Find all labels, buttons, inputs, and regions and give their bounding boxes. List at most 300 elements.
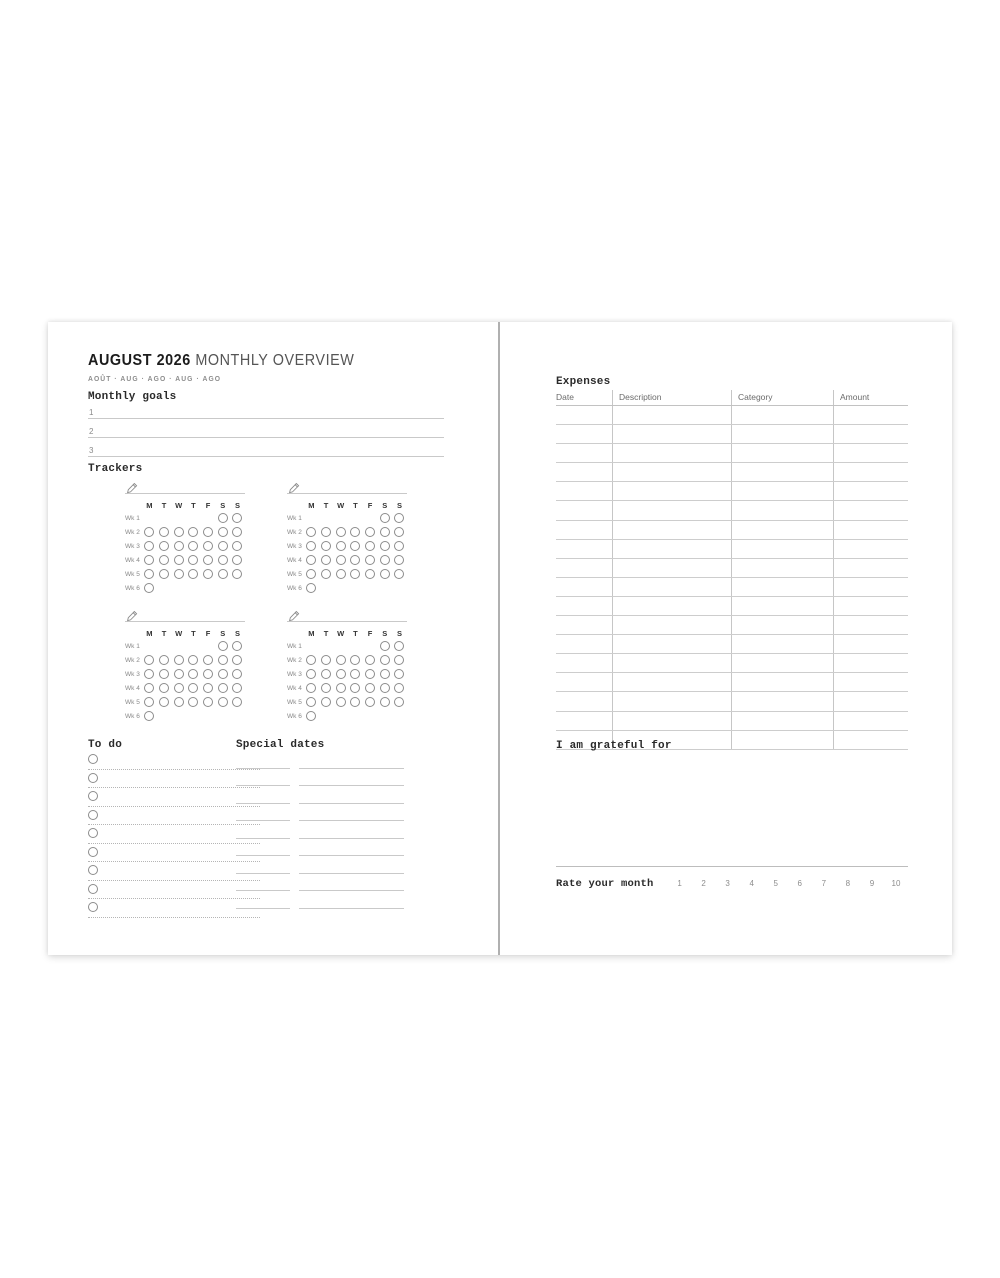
expenses-cell — [731, 482, 833, 500]
day-letter: T — [161, 500, 167, 510]
day-cell — [392, 641, 407, 651]
day-cell — [171, 683, 186, 693]
expenses-column-header: Category — [731, 390, 833, 405]
todo-rows — [88, 751, 260, 918]
rate-your-month-section — [556, 866, 908, 890]
day-cell — [230, 697, 245, 707]
todo-circle — [88, 791, 98, 801]
expenses-cell — [731, 559, 833, 577]
day-cell — [230, 555, 245, 565]
habit-circle — [336, 655, 346, 665]
tracker-week-row — [125, 511, 245, 525]
todo-circle — [88, 884, 98, 894]
todo-circle — [88, 865, 98, 875]
day-cell — [363, 669, 378, 679]
expenses-cell — [556, 501, 612, 519]
monthly-goals-rows — [88, 403, 444, 457]
monthly-goals-section — [88, 391, 444, 457]
rate-value: 3 — [725, 879, 730, 888]
week-label: Wk 4 — [287, 684, 302, 692]
expenses-cell — [556, 712, 612, 730]
special-date-row — [236, 856, 404, 874]
habit-circle — [232, 669, 242, 679]
day-letter: S — [382, 628, 388, 638]
day-cell — [333, 655, 348, 665]
habit-circle — [144, 569, 154, 579]
day-cell — [186, 527, 201, 537]
habit-circle — [188, 697, 198, 707]
day-cell — [377, 569, 392, 579]
habit-circle — [365, 655, 375, 665]
day-cell — [377, 541, 392, 551]
day-cell — [319, 527, 334, 537]
special-dates-heading: Special dates — [236, 739, 325, 751]
week-label: Wk 1 — [287, 514, 302, 522]
expenses-column-header: Amount — [833, 390, 908, 405]
day-cell — [201, 697, 216, 707]
habit-circle — [336, 669, 346, 679]
habit-circle — [350, 527, 360, 537]
habit-circle — [203, 683, 213, 693]
rate-value: 6 — [797, 879, 802, 888]
tracker-grid — [287, 480, 407, 595]
day-cell — [392, 527, 407, 537]
todo-row — [88, 862, 260, 881]
day-cell — [142, 711, 157, 721]
habit-circle — [394, 555, 404, 565]
tracker-week-row — [287, 653, 407, 667]
day-cell — [333, 569, 348, 579]
tracker-name-line — [125, 480, 245, 494]
expenses-cell — [612, 692, 731, 710]
day-cell — [348, 683, 363, 693]
tracker-week-row — [125, 639, 245, 653]
title-label: MONTHLY OVERVIEW — [195, 352, 355, 369]
day-cell — [304, 669, 319, 679]
habit-circle — [336, 541, 346, 551]
tracker-week-row — [287, 709, 407, 723]
expenses-cell — [556, 463, 612, 481]
todo-row — [88, 881, 260, 900]
habit-circle — [306, 697, 316, 707]
expenses-cell — [833, 731, 908, 749]
habit-circle — [174, 541, 184, 551]
tracker-day-header — [125, 499, 245, 511]
day-cell — [319, 541, 334, 551]
expenses-cell — [833, 425, 908, 443]
expenses-cell — [833, 559, 908, 577]
day-cell — [392, 569, 407, 579]
expenses-cell — [731, 616, 833, 634]
expenses-cell — [556, 578, 612, 596]
expenses-cell — [731, 501, 833, 519]
habit-circle — [218, 513, 228, 523]
expenses-cell — [833, 692, 908, 710]
habit-circle — [159, 555, 169, 565]
habit-circle — [394, 527, 404, 537]
day-cell — [142, 697, 157, 707]
day-cell — [319, 555, 334, 565]
expenses-cell — [556, 559, 612, 577]
habit-circle — [365, 555, 375, 565]
day-cell — [363, 683, 378, 693]
day-letter: T — [323, 500, 329, 510]
todo-row — [88, 825, 260, 844]
habit-circle — [394, 541, 404, 551]
day-cell — [142, 569, 157, 579]
habit-circle — [350, 569, 360, 579]
habit-circle — [365, 669, 375, 679]
event-line — [299, 856, 404, 874]
rate-value: 5 — [773, 879, 778, 888]
day-cell — [186, 541, 201, 551]
habit-circle — [321, 669, 331, 679]
day-cell — [377, 697, 392, 707]
week-label: Wk 3 — [287, 542, 302, 550]
day-cell — [215, 669, 230, 679]
day-cell — [377, 555, 392, 565]
habit-circle — [144, 683, 154, 693]
tracker-name-line — [287, 608, 407, 622]
expenses-cell — [612, 425, 731, 443]
expenses-cell — [833, 654, 908, 672]
day-cell — [215, 527, 230, 537]
tracker-week-row — [125, 709, 245, 723]
day-cell — [142, 683, 157, 693]
page-title — [88, 352, 354, 370]
tracker-name-line — [287, 480, 407, 494]
todo-section — [88, 739, 260, 918]
expenses-cell — [612, 501, 731, 519]
day-cell — [392, 683, 407, 693]
habit-circle — [336, 569, 346, 579]
todo-row — [88, 807, 260, 826]
tracker-week-row — [287, 639, 407, 653]
week-label: Wk 4 — [125, 684, 140, 692]
day-letter: T — [161, 628, 167, 638]
event-line — [299, 786, 404, 804]
expenses-cell — [833, 406, 908, 424]
habit-circle — [218, 669, 228, 679]
day-cell — [171, 655, 186, 665]
expenses-row — [556, 521, 908, 540]
day-cell — [363, 527, 378, 537]
tracker-week-row — [287, 695, 407, 709]
day-cell — [348, 697, 363, 707]
habit-circle — [232, 541, 242, 551]
tracker-grid — [287, 608, 407, 723]
day-letter: F — [205, 500, 211, 510]
habit-circle — [174, 697, 184, 707]
day-cell — [333, 683, 348, 693]
expenses-row — [556, 673, 908, 692]
habit-circle — [394, 669, 404, 679]
rate-value: 8 — [845, 879, 851, 888]
day-cell — [157, 569, 172, 579]
expenses-header-row — [556, 390, 908, 406]
todo-heading: To do — [88, 739, 123, 751]
expenses-cell — [731, 635, 833, 653]
expenses-row — [556, 540, 908, 559]
right-page — [500, 322, 952, 955]
expenses-cell — [612, 597, 731, 615]
pencil-icon — [288, 609, 300, 621]
expenses-cell — [612, 616, 731, 634]
day-cell — [333, 555, 348, 565]
date-line — [236, 856, 290, 874]
day-cell — [171, 555, 186, 565]
tracker-week-row — [287, 525, 407, 539]
expenses-cell — [731, 578, 833, 596]
day-cell — [348, 669, 363, 679]
habit-circle — [306, 711, 316, 721]
todo-circle — [88, 828, 98, 838]
habit-circle — [159, 655, 169, 665]
habit-circle — [203, 697, 213, 707]
expenses-row — [556, 597, 908, 616]
special-date-row — [236, 839, 404, 857]
tracker-week-row — [125, 539, 245, 553]
tracker-day-header — [287, 499, 407, 511]
day-cell — [201, 569, 216, 579]
tracker-week-row — [287, 681, 407, 695]
day-cell — [157, 669, 172, 679]
day-letter: M — [308, 628, 315, 638]
day-cell — [348, 555, 363, 565]
expenses-rows — [556, 406, 908, 750]
day-cell — [333, 541, 348, 551]
day-cell — [304, 527, 319, 537]
day-cell — [348, 527, 363, 537]
expenses-cell — [833, 616, 908, 634]
rate-scale — [668, 879, 908, 888]
week-label: Wk 2 — [287, 656, 302, 664]
day-cell — [304, 697, 319, 707]
day-letter: M — [146, 628, 153, 638]
date-line — [236, 769, 290, 787]
title-month: AUGUST 2026 — [88, 352, 191, 369]
day-cell — [304, 683, 319, 693]
habit-circle — [350, 697, 360, 707]
day-letter: F — [205, 628, 211, 638]
expenses-cell — [612, 559, 731, 577]
rate-label: Rate your month — [556, 878, 654, 890]
expenses-cell — [731, 463, 833, 481]
habit-circle — [188, 569, 198, 579]
day-cell — [186, 569, 201, 579]
habit-circle — [321, 683, 331, 693]
goal-row — [88, 438, 444, 457]
habit-circle — [306, 541, 316, 551]
todo-circle — [88, 754, 98, 764]
day-cell — [142, 583, 157, 593]
habit-circle — [306, 569, 316, 579]
habit-circle — [336, 555, 346, 565]
habit-circle — [144, 527, 154, 537]
day-cell — [304, 711, 319, 721]
tracker-grid — [125, 480, 245, 595]
expenses-cell — [833, 712, 908, 730]
habit-circle — [174, 527, 184, 537]
habit-circle — [380, 541, 390, 551]
event-line — [299, 751, 404, 769]
day-cell — [319, 697, 334, 707]
habit-circle — [144, 655, 154, 665]
habit-circle — [380, 555, 390, 565]
day-letter: T — [353, 628, 358, 638]
habit-circle — [218, 569, 228, 579]
trackers-heading: Trackers — [88, 463, 143, 475]
todo-row — [88, 899, 260, 918]
day-cell — [319, 669, 334, 679]
expenses-cell — [833, 578, 908, 596]
day-letter: M — [308, 500, 315, 510]
expenses-cell — [556, 635, 612, 653]
book-spine — [498, 322, 500, 955]
habit-circle — [174, 655, 184, 665]
day-cell — [304, 655, 319, 665]
habit-circle — [394, 513, 404, 523]
expenses-cell — [612, 521, 731, 539]
day-letter: S — [382, 500, 388, 510]
week-label: Wk 3 — [125, 542, 140, 550]
expenses-row — [556, 635, 908, 654]
event-line — [299, 874, 404, 892]
day-cell — [363, 555, 378, 565]
tracker-week-row — [125, 567, 245, 581]
tracker-week-row — [125, 681, 245, 695]
habit-circle — [350, 669, 360, 679]
day-cell — [363, 541, 378, 551]
pencil-icon — [126, 609, 138, 621]
day-letter: W — [337, 628, 345, 638]
habit-circle — [159, 669, 169, 679]
goal-row — [88, 403, 444, 419]
week-label: Wk 1 — [287, 642, 302, 650]
habit-circle — [159, 683, 169, 693]
expenses-cell — [833, 444, 908, 462]
habit-circle — [144, 583, 154, 593]
special-date-row — [236, 874, 404, 892]
day-letter: F — [367, 500, 373, 510]
day-cell — [230, 683, 245, 693]
day-cell — [201, 683, 216, 693]
day-cell — [186, 655, 201, 665]
day-cell — [348, 569, 363, 579]
habit-circle — [380, 655, 390, 665]
habit-circle — [365, 527, 375, 537]
habit-circle — [232, 683, 242, 693]
day-letter: S — [396, 500, 402, 510]
day-cell — [392, 669, 407, 679]
day-cell — [230, 527, 245, 537]
day-cell — [333, 527, 348, 537]
special-date-row — [236, 786, 404, 804]
day-cell — [304, 569, 319, 579]
day-cell — [333, 669, 348, 679]
day-cell — [230, 569, 245, 579]
expenses-cell — [833, 501, 908, 519]
todo-circle — [88, 810, 98, 820]
expenses-cell — [612, 578, 731, 596]
habit-circle — [306, 655, 316, 665]
expenses-table — [556, 390, 908, 750]
expenses-row — [556, 501, 908, 520]
expenses-cell — [556, 540, 612, 558]
day-cell — [363, 697, 378, 707]
day-letter: F — [367, 628, 373, 638]
habit-circle — [380, 513, 390, 523]
expenses-cell — [833, 635, 908, 653]
expenses-cell — [556, 616, 612, 634]
day-letter: S — [220, 628, 226, 638]
goal-number: 1 — [89, 408, 94, 417]
event-line — [299, 839, 404, 857]
week-label: Wk 5 — [125, 570, 140, 578]
tracker-week-row — [125, 553, 245, 567]
habit-circle — [203, 569, 213, 579]
expenses-cell — [833, 482, 908, 500]
habit-circle — [159, 569, 169, 579]
expenses-row — [556, 692, 908, 711]
date-line — [236, 839, 290, 857]
day-cell — [230, 541, 245, 551]
expenses-column-header: Description — [612, 390, 731, 405]
rate-value: 2 — [701, 879, 706, 888]
expenses-cell — [612, 406, 731, 424]
habit-circle — [203, 669, 213, 679]
habit-circle — [321, 527, 331, 537]
week-label: Wk 1 — [125, 514, 140, 522]
day-cell — [319, 655, 334, 665]
day-cell — [304, 583, 319, 593]
day-cell — [230, 513, 245, 523]
habit-circle — [350, 555, 360, 565]
habit-circle — [306, 583, 316, 593]
special-date-row — [236, 804, 404, 822]
habit-circle — [203, 527, 213, 537]
todo-row — [88, 770, 260, 789]
habit-circle — [394, 641, 404, 651]
habit-circle — [350, 683, 360, 693]
expenses-cell — [731, 540, 833, 558]
event-line — [299, 891, 404, 909]
day-cell — [215, 569, 230, 579]
rate-value: 9 — [869, 879, 875, 888]
habit-circle — [188, 527, 198, 537]
day-cell — [186, 683, 201, 693]
tracker-week-row — [125, 581, 245, 595]
tracker-name-line — [125, 608, 245, 622]
day-cell — [171, 669, 186, 679]
expenses-cell — [556, 482, 612, 500]
todo-row — [88, 751, 260, 770]
expenses-cell — [731, 731, 833, 749]
day-cell — [157, 527, 172, 537]
day-cell — [392, 655, 407, 665]
week-label: Wk 5 — [287, 698, 302, 706]
day-letter: T — [353, 500, 358, 510]
habit-circle — [144, 541, 154, 551]
day-letter: W — [175, 628, 183, 638]
day-cell — [215, 555, 230, 565]
week-label: Wk 4 — [125, 556, 140, 564]
day-cell — [230, 669, 245, 679]
expenses-cell — [833, 673, 908, 691]
special-date-row — [236, 769, 404, 787]
day-cell — [201, 527, 216, 537]
day-cell — [215, 697, 230, 707]
